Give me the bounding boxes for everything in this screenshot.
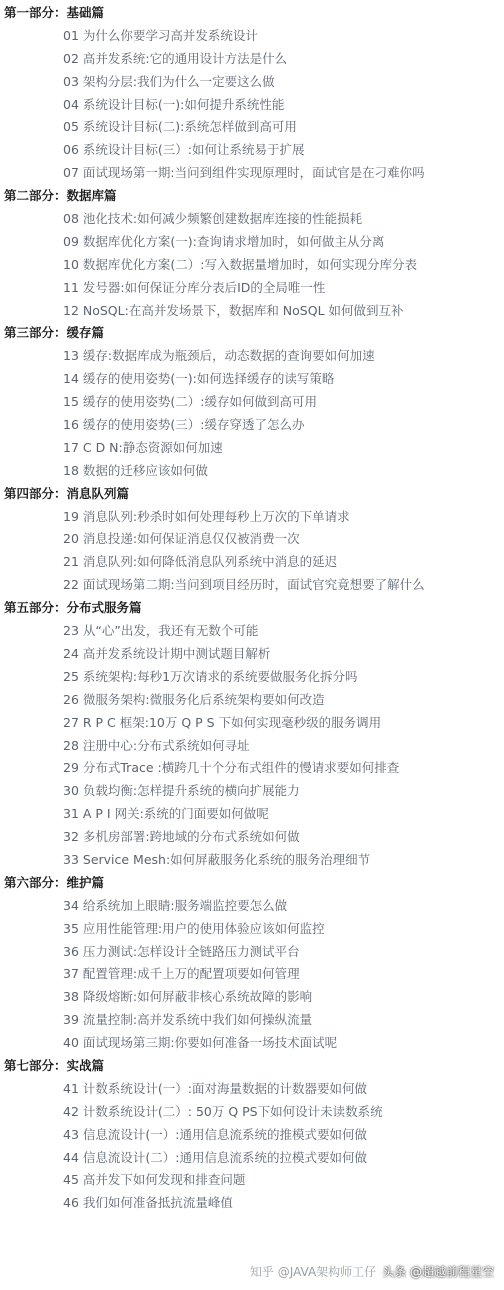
chapter-item: 23 从“心”出发，我还有无数个可能 (63, 623, 259, 639)
chapter-item: 26 微服务架构:微服务化后系统架构要如何改造 (63, 691, 325, 707)
section-heading: 第一部分：基础篇 (4, 5, 105, 20)
chapter-item: 06 系统设计目标(三）:如何让系统易于扩展 (63, 142, 305, 158)
chapter-item: 38 降级熔断:如何屏蔽非核心系统故障的影响 (63, 989, 313, 1005)
chapter-item: 01 为什么你要学习高并发系统设计 (63, 27, 258, 43)
chapter-item: 31 A P I 网关:系统的门面要如何做呢 (63, 806, 269, 822)
watermark-source: 知乎 @JAVA架构师工仔 (249, 1265, 377, 1279)
chapter-item: 03 架构分层:我们为什么一定要这么做 (63, 73, 275, 89)
chapter-item: 21 消息队列:如何降低消息队列系统中消息的延迟 (63, 554, 338, 570)
chapter-item: 44 信息流设计(二）:通用信息流系统的拉模式要如何做 (63, 1149, 367, 1165)
chapter-item: 35 应用性能管理:用户的使用体验应该如何监控 (63, 920, 325, 936)
chapter-item: 14 缓存的使用姿势(一):如何选择缓存的读写策略 (63, 371, 335, 387)
chapter-item: 15 缓存的使用姿势(二）:缓存如何做到高可用 (63, 394, 317, 410)
chapter-item: 05 系统设计目标(二):系统怎样做到高可用 (63, 119, 297, 135)
chapter-item: 02 高并发系统:它的通用设计方法是什么 (63, 50, 288, 66)
chapter-item: 36 压力测试:怎样设计全链路压力测试平台 (63, 943, 300, 959)
chapter-item: 19 消息队列:秒杀时如何处理每秒上万次的下单请求 (63, 508, 350, 524)
section-heading: 第四部分：消息队列篇 (4, 485, 130, 501)
chapter-item: 20 消息投递:如何保证消息仅仅被消费一次 (63, 531, 300, 547)
chapter-item: 41 计数系统设计(一）:面对海量数据的计数器要如何做 (63, 1080, 367, 1096)
chapter-item: 25 系统架构:每秒1万次请求的系统要做服务化拆分吗 (63, 668, 358, 684)
chapter-item: 34 给系统加上眼睛:服务端监控要怎么做 (63, 897, 288, 913)
chapter-item: 16 缓存的使用姿势(三）:缓存穿透了怎么办 (63, 417, 305, 433)
chapter-item: 12 NoSQL:在高并发场景下，数据库和 NoSQL 如何做到互补 (63, 302, 404, 318)
chapter-item: 10 数据库优化方案(二）:写入数据量增加时，如何实现分库分表 (63, 256, 417, 272)
chapter-item: 09 数据库优化方案(一):查询请求增加时，如何做主从分离 (63, 233, 385, 249)
chapter-item: 43 信息流设计(一）:通用信息流系统的推模式要如何做 (63, 1126, 367, 1142)
section-heading: 第二部分：数据库篇 (4, 188, 117, 204)
chapter-item: 39 流量控制:高并发系统中我们如何操纵流量 (63, 1012, 313, 1028)
section-heading: 第三部分：缓存篇 (4, 325, 105, 341)
section-heading: 第六部分：维护篇 (4, 874, 105, 890)
chapter-item: 32 多机房部署:跨地域的分布式系统如何做 (63, 829, 300, 845)
chapter-item: 42 计数系统设计(二）: 50万 Q PS下如何设计未读数系统 (63, 1103, 383, 1119)
chapter-item: 27 R P C 框架:10万 Q P S 下如何实现毫秒级的服务调用 (63, 714, 382, 730)
chapter-item: 18 数据的迁移应该如何做 (63, 462, 208, 478)
chapter-item: 30 负载均衡:怎样提升系统的横向扩展能力 (63, 783, 300, 799)
chapter-item: 29 分布式Trace :横跨几十个分布式组件的慢请求要如何排查 (63, 760, 400, 776)
section-heading: 第七部分：实战篇 (4, 1057, 105, 1073)
section-heading: 第五部分：分布式服务篇 (4, 600, 142, 616)
chapter-item: 40 面试现场第三期:你要如何准备一场技术面试呢 (63, 1035, 338, 1051)
chapter-item: 04 系统设计目标(一):如何提升系统性能 (63, 96, 285, 112)
chapter-item: 28 注册中心:分布式系统如何寻址 (63, 737, 250, 753)
watermark-main: 头条 @超越前程星空 (382, 1265, 494, 1279)
chapter-item: 46 我们如何准备抵抗流量峰值 (63, 1195, 233, 1211)
chapter-item: 37 配置管理:成千上万的配置项要如何管理 (63, 966, 300, 982)
chapter-item: 33 Service Mesh:如何屏蔽服务化系统的服务治理细节 (63, 851, 371, 867)
chapter-item: 45 高并发下如何发现和排查问题 (63, 1172, 246, 1188)
chapter-item: 07 面试现场第一期:当问到组件实现原理时，面试官是在刁难你吗 (63, 165, 425, 181)
chapter-item: 11 发号器:如何保证分库分表后ID的全局唯一性 (63, 279, 326, 295)
chapter-item: 24 高并发系统设计期中测试题目解析 (63, 645, 271, 661)
chapter-item: 17 C D N:静态资源如何加速 (63, 439, 223, 455)
watermark (250, 1263, 494, 1280)
chapter-item: 13 缓存:数据库成为瓶颈后，动态数据的查询要如何加速 (63, 348, 375, 364)
chapter-item: 22 面试现场第二期:当问到项目经历时，面试官究竟想要了解什么 (63, 577, 425, 593)
chapter-item: 08 池化技术:如何减少频繁创建数据库连接的性能损耗 (63, 211, 363, 227)
